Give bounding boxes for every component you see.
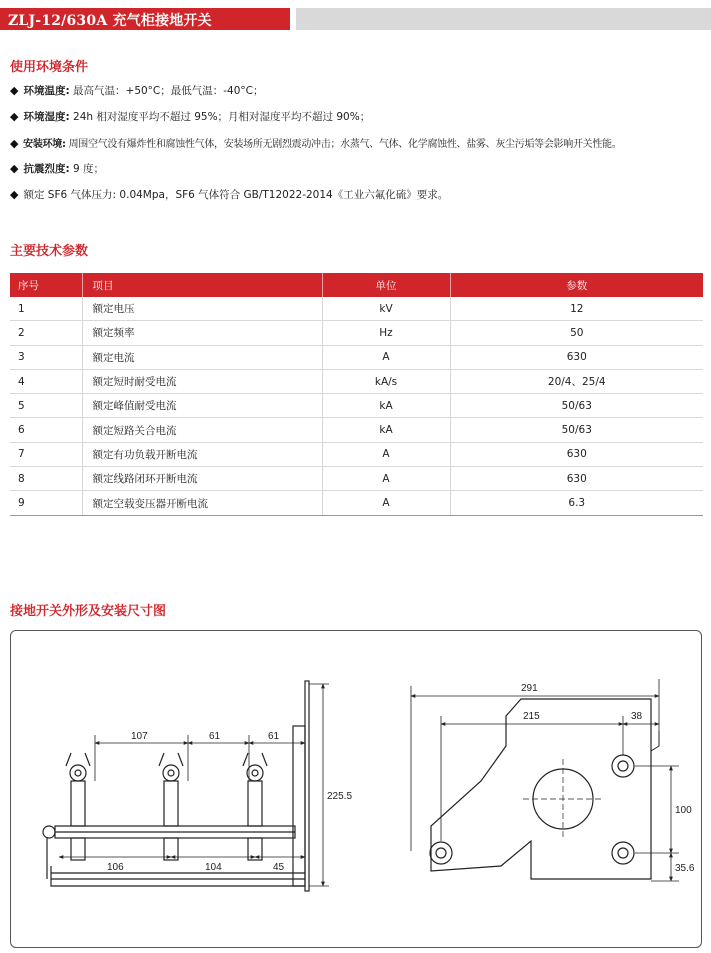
contact-3 [243,753,267,860]
dimension-drawing [11,631,701,947]
spec-item: 额定峰值耐受电流 [82,394,322,418]
spec-value: 12 [450,297,703,321]
title-bar-gray [296,8,711,30]
table-row [10,467,703,491]
dim-106: 106 [107,862,124,873]
spec-unit: A [322,467,450,491]
mount-hole-1 [612,755,634,777]
env-text: 周围空气没有爆炸性和腐蚀性气体，安装场所无剧烈震动冲击；水蒸气、气体、化学腐蚀性、盐雾、灰尘污垢等会影响开关性能。 [68,139,622,150]
table-row [10,369,703,393]
header-value: 参数 [450,273,703,297]
environment-title: 使用环境条件 [10,60,89,75]
drawing-title: 接地开关外形及安装尺寸图 [10,604,167,619]
env-item-humidity [10,109,370,124]
spec-no: 1 [10,297,82,321]
env-text: 24h 相对湿度平均不超过 95%；月相对湿度平均不超过 90%； [73,111,371,123]
side-labels [521,683,695,874]
spec-value: 50/63 [450,418,703,442]
spec-no: 5 [10,394,82,418]
spec-unit: A [322,491,450,515]
table-row [10,394,703,418]
env-text: 9 度； [73,163,105,175]
spec-no: 7 [10,442,82,466]
drawing-frame [10,630,702,948]
front-view [43,681,329,891]
spec-item: 额定线路闭环开断电流 [82,467,322,491]
header-unit: 单位 [322,273,450,297]
shaft-end [43,826,55,838]
dim-107: 107 [131,731,148,742]
contact-1 [66,753,90,860]
spec-unit: kA [322,418,450,442]
spec-unit: A [322,345,450,369]
spec-unit: kA/s [322,369,450,393]
spec-value: 630 [450,345,703,369]
env-item-sf6 [10,187,448,202]
spec-unit: A [322,442,450,466]
title-bar [0,8,290,30]
dim-38: 38 [631,711,643,722]
env-label: 抗震烈度: [23,163,70,175]
spec-no: 3 [10,345,82,369]
front-labels [107,731,352,873]
dim-215: 215 [523,711,540,722]
dim-45: 45 [273,862,285,873]
dim-291: 291 [521,683,538,694]
spec-item: 额定短路关合电流 [82,418,322,442]
env-text: 0.04Mpa，SF6 气体符合 GB/T12022-2014《工业六氟化硫》要求。 [119,189,449,201]
specs-title: 主要技术参数 [10,244,89,259]
spec-no: 9 [10,491,82,515]
dim-104: 104 [205,862,222,873]
spec-value: 50 [450,321,703,345]
dim-61a: 61 [209,731,221,742]
diamond-bullet-icon: ◆ [10,137,19,150]
spec-item: 额定电流 [82,345,322,369]
spec-value: 20/4、25/4 [450,369,703,393]
diamond-bullet-icon: ◆ [10,162,19,175]
spec-item: 额定短时耐受电流 [82,369,322,393]
diamond-bullet-icon: ◆ [10,84,19,97]
dim-61b: 61 [268,731,280,742]
page-title: ZLJ-12/630A 充气柜接地开关 [8,13,212,29]
table-row [10,321,703,345]
dim-100: 100 [675,805,692,816]
spec-no: 2 [10,321,82,345]
back-plate [305,681,309,891]
spec-item: 额定频率 [82,321,322,345]
spec-unit: kV [322,297,450,321]
spec-item: 额定有功负载开断电流 [82,442,322,466]
header-no: 序号 [10,273,82,297]
env-item-temperature [10,83,264,98]
contact-2 [159,753,183,860]
spec-no: 4 [10,369,82,393]
mount-hole-3 [430,842,452,864]
mount-hole-2 [612,842,634,864]
env-item-seismic [10,161,104,176]
spec-item: 额定电压 [82,297,322,321]
table-row [10,491,703,515]
spec-value: 50/63 [450,394,703,418]
spec-value: 630 [450,467,703,491]
env-item-installation [10,135,621,150]
dim-225: 225.5 [327,791,353,802]
spec-unit: kA [322,394,450,418]
diamond-bullet-icon: ◆ [10,110,19,123]
diamond-bullet-icon: ◆ [10,188,19,201]
side-view [411,679,679,881]
spec-header-row [10,273,703,297]
header-item: 项目 [82,273,322,297]
spec-value: 630 [450,442,703,466]
spec-table [10,273,703,516]
env-label: 安装环境: [23,139,66,150]
dim-35: 35.6 [675,863,695,874]
table-row [10,297,703,321]
spec-value: 6.3 [450,491,703,515]
spec-unit: Hz [322,321,450,345]
mounting-plate [293,726,305,886]
env-text: 最高气温：+50°C；最低气温：-40°C； [73,85,264,97]
spec-no: 8 [10,467,82,491]
env-label: 额定 SF6 气体压力: [23,189,117,201]
table-row [10,442,703,466]
spec-no: 6 [10,418,82,442]
env-label: 环境温度: [23,85,70,97]
env-label: 环境湿度: [23,111,70,123]
table-row [10,345,703,369]
table-row [10,418,703,442]
spec-item: 额定空载变压器开断电流 [82,491,322,515]
